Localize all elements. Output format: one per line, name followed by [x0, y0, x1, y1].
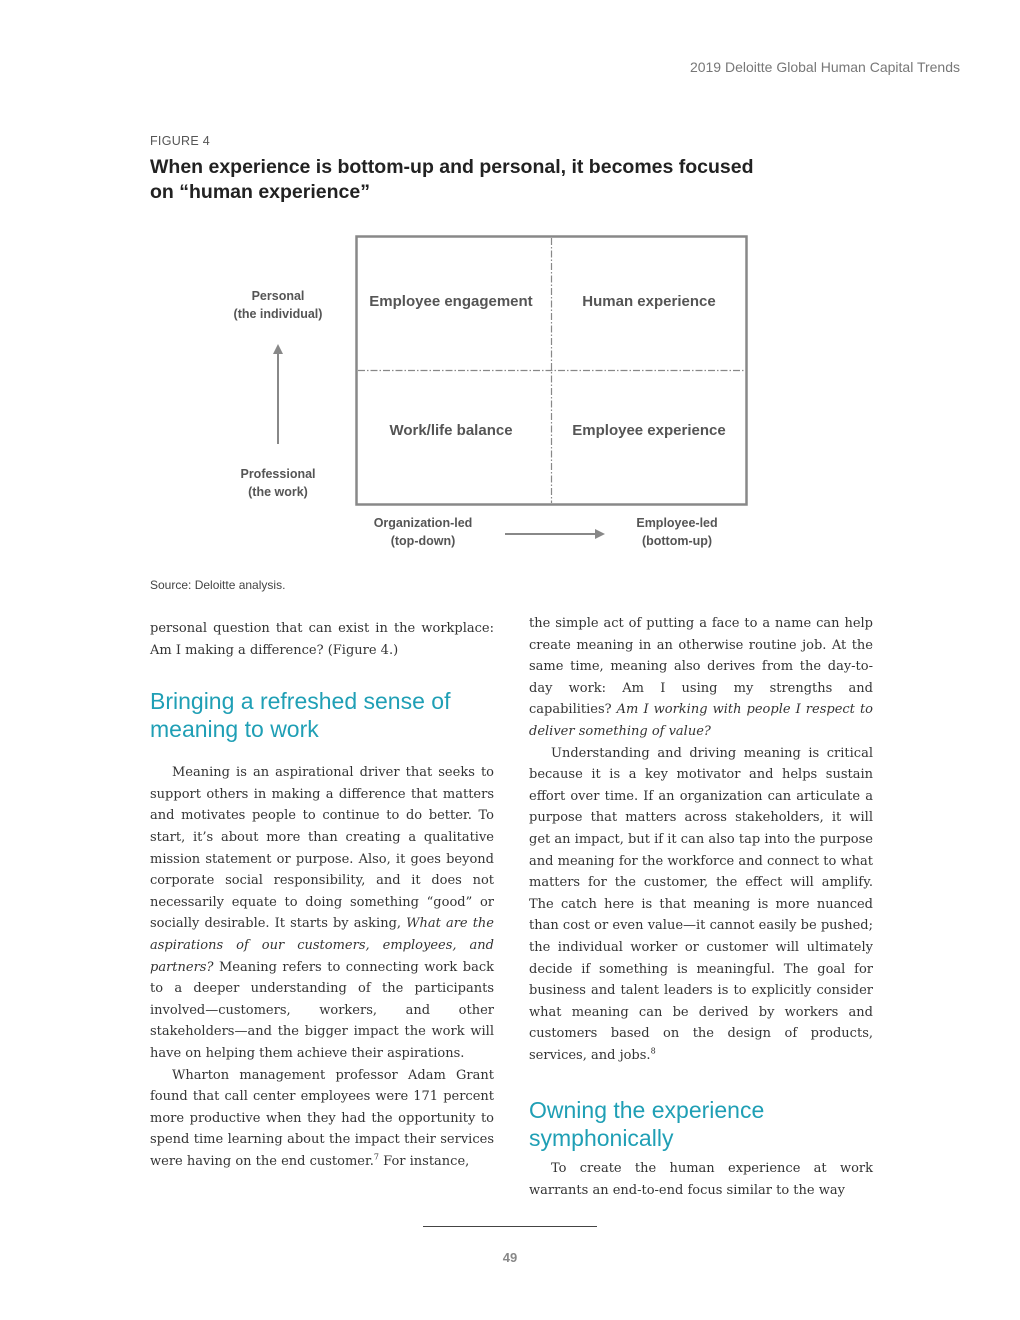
section-heading-meaning: Bringing a refreshed sense of meaning to work — [150, 688, 451, 743]
y-axis-top-label: Personal — [251, 289, 305, 303]
paragraph-grant — [150, 1065, 494, 1173]
quadrant-human-experience: Human experience — [582, 293, 716, 310]
y-axis-bottom-sublabel: (the work) — [248, 485, 308, 499]
x-axis-right-label: Employee-led — [636, 516, 718, 530]
paragraph-meaning — [150, 762, 494, 1064]
paragraph-continued: personal question that can exist in the workplace: Am I making a difference? (Figure 4.) — [150, 621, 494, 658]
paragraph-text: For instance, — [379, 1153, 470, 1169]
running-header: 2019 Deloitte Global Human Capital Trends — [689, 59, 960, 75]
quadrant-employee-experience: Employee experience — [572, 422, 726, 439]
paragraph-italic: What are the aspirations of our customers, employees, and partners? — [150, 916, 494, 975]
footnote-ref: 8 — [650, 1046, 656, 1056]
right-column — [529, 613, 873, 1202]
y-axis-top-sublabel: (the individual) — [233, 307, 323, 321]
quadrant-matrix — [0, 0, 1020, 600]
paragraph-continued — [529, 613, 873, 743]
x-axis-right-sublabel: (bottom-up) — [641, 534, 713, 548]
paragraph-italic: Am I working with people I respect to deliver something of value? — [529, 702, 873, 739]
x-axis-left-label: Organization-led — [373, 516, 473, 530]
y-axis-bottom-label: Professional — [240, 467, 316, 481]
footnote-ref: 7 — [373, 1152, 379, 1162]
section-heading-symphonic: Owning the experience symphonically — [529, 1097, 765, 1152]
paragraph-text: Understanding and driving meaning is critical because it is a key motivator and helps sustain effort over time. If an organization can articulate a purpose that matters across stakeholders, it will get an impact, but if it can also tap into the purpose and meaning for the workforce and connect to what matters for the customer, the effect will amplify. The catch here is that meaning is more nuanced than cost or even value—it cannot easily be pushed; the individual worker or customer will ultimately decide if something is meaningful. The goal for business and talent leaders is to explicitly consider what meaning can be derived by workers and customers based on the design of products, services, and jobs. — [529, 745, 873, 1063]
figure-label: FIGURE 4 — [150, 134, 211, 148]
quadrant-employee-engagement: Employee engagement — [369, 293, 533, 310]
figure-source: Source: Deloitte analysis. — [150, 578, 286, 592]
paragraph-human-experience: To create the human experience at work warrants an end-to-end focus similar to the way — [529, 1161, 873, 1199]
paragraph-text: Wharton management professor Adam Grant found that call center employees were 171 percent more productive when they had the opportunity to spend time learning about the impact their services were having on the end customer. — [150, 1067, 494, 1169]
figure-title: When experience is bottom-up and personal, it becomes focused on “human experience” — [150, 156, 754, 203]
paragraph-text: Meaning is an aspirational driver that seeks to support others in making a difference that matters and motivates people to continue to do better. To start, it’s about more than creating a qualitative mission statement or purpose. Also, it goes beyond corporate social responsibility, and it does not necessarily equate to doing something “good” or socially desirable. It starts by asking, — [150, 765, 494, 932]
left-column — [150, 618, 494, 1172]
quadrant-work-life-balance: Work/life balance — [389, 422, 513, 439]
paragraph-text: Meaning refers to connecting work back to a deeper understanding of the participants involved—customers, workers, and other stakeholders—and the bigger impact the work will have on helping them achieve their aspirations. — [150, 959, 494, 1061]
footer-rule — [423, 1226, 597, 1227]
paragraph-text: the simple act of putting a face to a name can help create meaning in an otherwise routine job. At the same time, meaning also derives from the day-to-day work: Am I using my strengths and capabilities? — [529, 616, 873, 718]
page-number: 49 — [502, 1250, 518, 1265]
x-axis-left-sublabel: (top-down) — [390, 534, 456, 548]
paragraph-driving-meaning — [529, 743, 873, 1067]
